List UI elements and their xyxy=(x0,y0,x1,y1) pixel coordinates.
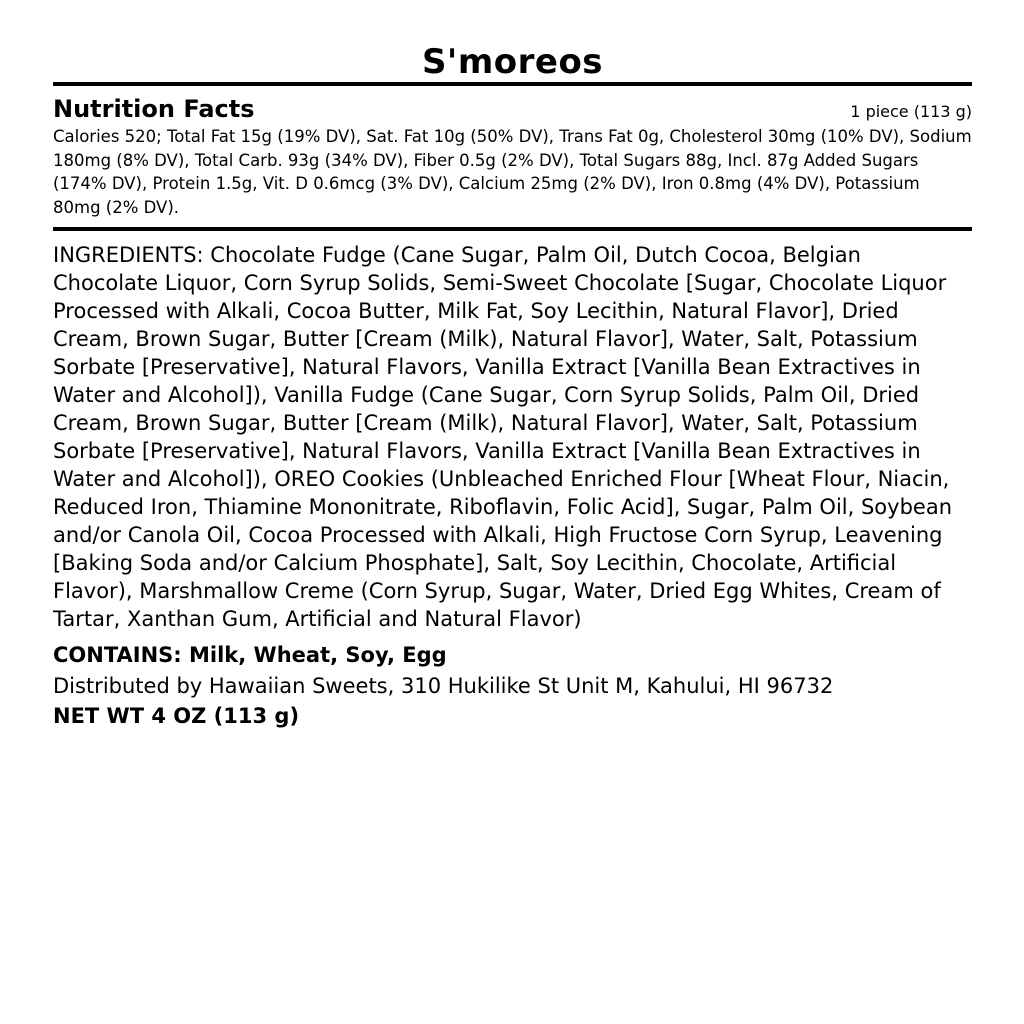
top-divider xyxy=(53,82,972,86)
section-divider xyxy=(53,227,972,231)
nutrition-header xyxy=(53,94,972,124)
ingredients-list: INGREDIENTS: Chocolate Fudge (Cane Sugar, Palm Oil, Dutch Cocoa, Belgian Chocolate Liquor, Corn Syrup Solids, Semi-Sweet Chocolate [Sugar, Chocolate Liquor Processed with Alkali, Cocoa Butter, Milk Fat, Soy Lecithin, Natural Flavor], Dried Cream, Brown Sugar, Butter [Cream (Milk), Natural Flavor], Water, Salt, Potassium Sorbate [Preservative], Natural Flavors, Vanilla Extract [Vanilla Bean Extractives in Water and Alcohol]), Vanilla Fudge (Cane Sugar, Corn Syrup Solids, Palm Oil, Dried Cream, Brown Sugar, Butter [Cream (Milk), Natural Flavor], Water, Salt, Potassium Sorbate [Preservative], Natural Flavors, Vanilla Extract [Vanilla Bean Extractives in Water and Alcohol]), OREO Cookies (Unbleached Enriched Flour [Wheat Flour, Niacin, Reduced Iron, Thiamine Mononitrate, Riboflavin, Folic Acid], Sugar, Palm Oil, Soybean and/or Canola Oil, Cocoa Processed with Alkali, High Fructose Corn Syrup, Leavening [Baking Soda and/or Calcium Phosphate], Salt, Soy Lecithin, Chocolate, Artificial Flavor), Marshmallow Creme (Corn Syrup, Sugar, Water, Dried Egg Whites, Cream of Tartar, Xanthan Gum, Artificial and Natural Flavor) xyxy=(53,243,953,631)
product-label xyxy=(53,0,972,730)
nutrition-facts-heading: Nutrition Facts xyxy=(53,95,255,123)
distributor-info: Distributed by Hawaiian Sweets, 310 Hukilike St Unit M, Kahului, HI 96732 xyxy=(53,674,834,698)
product-title: S'moreos xyxy=(421,42,604,82)
nutrition-summary: Calories 520; Total Fat 15g (19% DV), Sat. Fat 10g (50% DV), Trans Fat 0g, Cholesterol 30mg (10% DV), Sodium 180mg (8% DV), Total Carb. 93g (34% DV), Fiber 0.5g (2% DV), Total Sugars 88g, Incl. 87g Added Sugars (174% DV), Protein 1.5g, Vit. D 0.6mcg (3% DV), Calcium 25mg (2% DV), Iron 0.8mg (4% DV), Potassium 80mg (2% DV). xyxy=(53,127,972,217)
net-weight: NET WT 4 OZ (113 g) xyxy=(53,704,300,728)
allergen-statement: CONTAINS: Milk, Wheat, Soy, Egg xyxy=(53,643,447,667)
serving-size: 1 piece (113 g) xyxy=(850,102,972,121)
